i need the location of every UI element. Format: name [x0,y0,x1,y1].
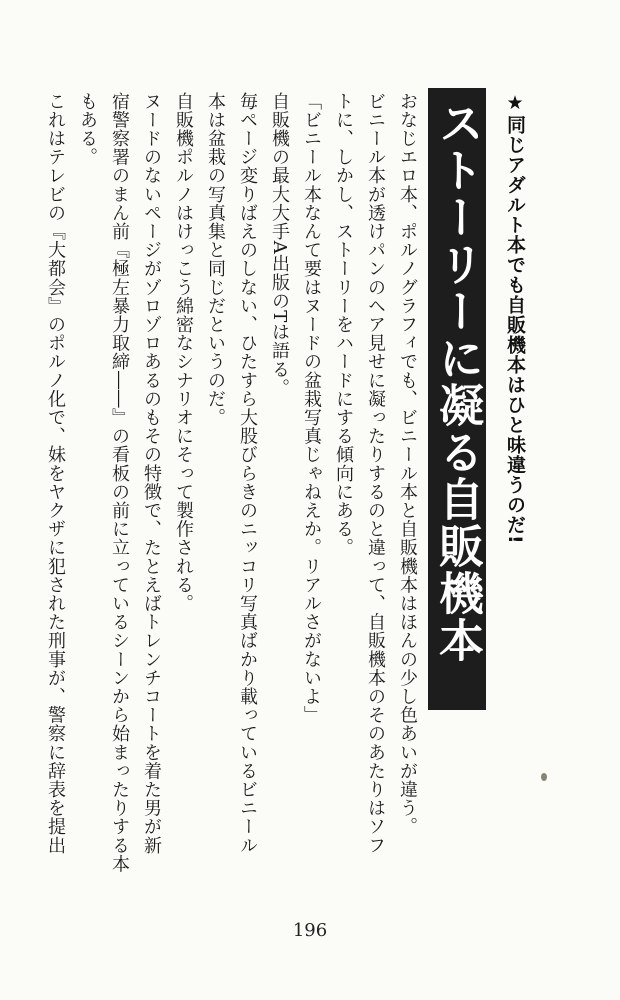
body-column-4: 「ビニール本なんて要はヌードの盆栽写真じゃねえか。リアルさがないよ」 [301,92,322,725]
body-column-3: トに、しかし、ストーリーをハードにする傾向にある。 [333,92,354,557]
body-column-9: ヌードのないページがゾロゾロあるのもその特徴で、たとえばトレンチコートを着た男が新 [141,92,162,855]
body-column-10: 宿警察署のまん前『極左暴力取締――』の看板の前に立っているシーンから始まったりする本 [109,92,130,874]
body-column-2: ビニール本が透けパンのヘア見せに凝ったりするのと違って、自販機本のそのあたりはソフ [365,92,386,855]
body-column-6: 毎ページ変りばえのしない、ひたすら大股びらきのニッコリ写真ばかり載っているビニール [237,92,258,855]
chapter-title: ストーリーに凝る自販機本 [431,100,484,664]
body-column-7: 本は盆栽の写真集と同じだというのだ。 [205,92,226,427]
body-column-12: これはテレビの『大都会』のポルノ化で、妹をヤクザに犯された刑事が、警察に辞表を提出 [45,92,66,855]
body-column-5: 自販機の最大大手A出版のTは語る。 [269,92,290,398]
body-column-11: もある。 [77,92,98,167]
ink-smudge [541,773,547,781]
body-column-1: おなじエロ本、ポルノグラフィでも、ビニール本と自販機本はほんの少し色あいが違う。 [397,92,418,836]
sub-heading: ★同じアダルト本でも自販機本はひと味違うのだ! [504,92,526,545]
body-column-8: 自販機ポルノはけっこう綿密なシナリオにそって製作される。 [173,92,194,613]
page-number: 196 [292,920,328,941]
